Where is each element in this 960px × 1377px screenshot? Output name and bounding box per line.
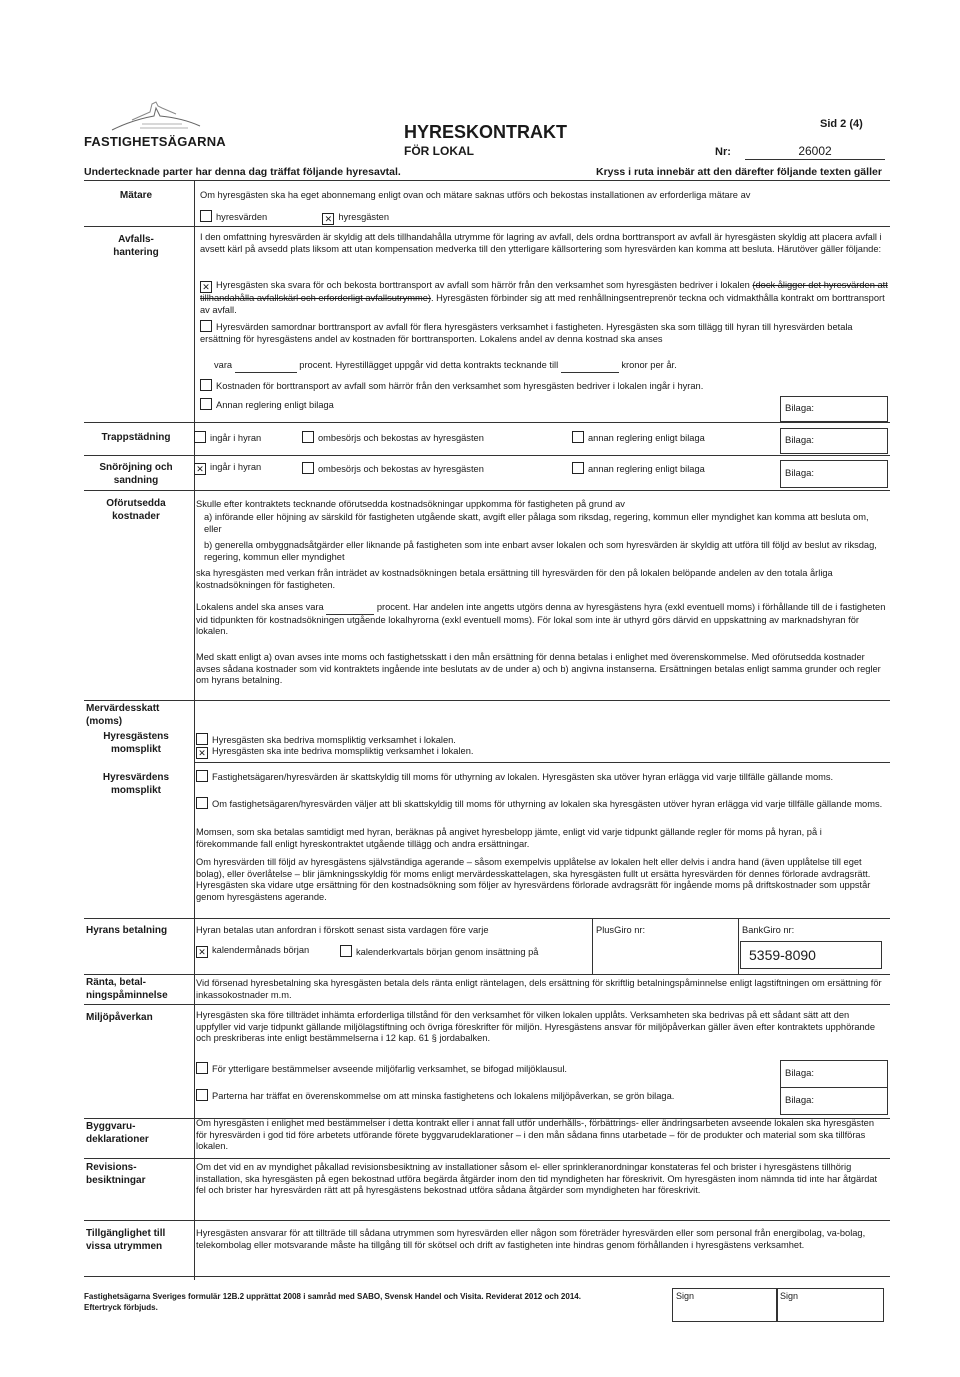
logo bbox=[92, 98, 242, 134]
moms-p1: Momsen, som ska betalas samtidigt med hyran, beräknas på angivet hyresbelopp jämte, enligt vid varje tidpunkt gällande regler för moms på hyran, på i förekommande fall enligt hyreskontraktet utgående tillägg och andra ersättningar. bbox=[196, 827, 822, 849]
oforutsedda-intro: Skulle efter kontraktets tecknande oförutsedda kostnadsökningar uppkomma för fastigheten på grund av bbox=[196, 499, 625, 509]
bankgiro-value: 5359-8090 bbox=[749, 947, 816, 963]
oforutsedda-p2: ska hyresgästen med verkan från inträdet av kostnadsökningen betala ersättning till hyresvärden för den på lokalen belöpande andelen av den totala årliga kostnadsökningen för fastigheten. bbox=[196, 568, 833, 590]
footer-text: Fastighetsägarna Sveriges formulär 12B.2 upprättat 2008 i samråd med SABO, Svensk Handel och Visita. Reviderat 2012 och 2014. bbox=[84, 1292, 581, 1301]
trapp-ombesorjs-checkbox[interactable] bbox=[302, 431, 314, 443]
nr-value bbox=[745, 144, 885, 160]
label-tillganglighet: Tillgänglighet till vissa utrymmen bbox=[86, 1228, 166, 1252]
label-hyresgastens-momsplikt: Hyresgästens momsplikt bbox=[103, 731, 169, 755]
sign-label-2: Sign bbox=[780, 1291, 799, 1301]
avfall-amount-field[interactable] bbox=[561, 360, 619, 373]
avfall-option-4-checkbox[interactable] bbox=[200, 398, 212, 410]
avfall-option-2: Hyresvärden samordnar borttransport av avfall för flera hyresgästers verksamhet i fastigheten. Hyresgästen ska som tillägg till hyran till hyresvärden betala ersättning för hyresgästens andel av kostnaden för borttransporten. Lokalens andel av denna kostnad ska anses bbox=[200, 322, 853, 344]
hyrans-manad-checkbox[interactable] bbox=[196, 946, 208, 958]
moms-vard-option-1: Fastighetsägaren/hyresvärden är skattskyldig till moms för uthyrning av lokalen. Hyresgästen ska utöver hyran erlägga vid varje tillfälle gällande moms. bbox=[196, 770, 886, 784]
miljo-bilaga-field[interactable]: Bilaga: bbox=[780, 1060, 888, 1088]
byggvaru-text: Om hyresgästen i enlighet med bestämmelser i detta kontrakt eller i annat fall utför underhålls-, förbättrings- eller ändringsarbeten avseende lokalen ska hyresgästen för hyresvärden i god tid före arbetets utförande förete byggvarudeklarationer – i den mån sådana finns utarbetade – för de produkter och material som ska tillföras lokalen. bbox=[196, 1118, 875, 1152]
trapp-ombesorjs-label: ombesörjs och bekostas av hyresgästen bbox=[318, 433, 484, 443]
sno-ombesorjs-label: ombesörjs och bekostas av hyresgästen bbox=[318, 464, 484, 474]
matare-hyresgasten-checkbox[interactable] bbox=[322, 213, 334, 225]
avfall-bilaga-field[interactable]: Bilaga: bbox=[780, 396, 888, 422]
oforutsedda-percent-field[interactable] bbox=[326, 602, 374, 615]
page-title: HYRESKONTRAKT bbox=[404, 122, 568, 142]
label-byggvaru: Byggvaru- deklarationer bbox=[86, 1121, 149, 1145]
hyrans-kvartal-checkbox[interactable] bbox=[340, 945, 352, 957]
avfall-option-2-checkbox[interactable] bbox=[200, 320, 212, 332]
matare-hyresgasten-label: hyresgästen bbox=[338, 212, 390, 222]
sno-ombesorjs-checkbox[interactable] bbox=[302, 462, 314, 474]
label-avfall: Avfalls- hantering bbox=[113, 234, 159, 258]
oforutsedda-p4: Med skatt enligt a) ovan avses inte moms och fastighetsskatt i den mån ersättning för denna betalas i enlighet med överenskommelse. Med oförutsedda kostnader avses sådana kostnader som vid kontraktets ingående inte beslutats av de under a) och b) angivna instanserna. Ersättningen betalas enligt samma grunder och regler om hyrans betalning. bbox=[196, 652, 881, 686]
label-sno: Snöröjning och sandning bbox=[99, 462, 173, 486]
moms-gast-ja-checkbox[interactable] bbox=[196, 733, 208, 745]
moms-p2: Om hyresvärden till följd av hyresgästens självständiga agerande – såsom exempelvis upplåtelse av lokalen helt eller delvis i andra hand (även upplåtelse till eget bolag), eller överlåtelse – blir jämkningsskyldig för moms enligt mervärdesskattelagen, ska hyresgästen fullt ut ersätta hyresvärden för dennes förlorade avdragsrätt. Hyresgästen ska vidare utge ersättning för den kostnadsökning som följer av hyresvärdens förlorade avdragsrätt för ingående moms på driftskostnader som uppstår genom hyresgästens agerande. bbox=[196, 857, 871, 902]
moms-vard-option-2: Om fastighetsägaren/hyresvärden väljer att bli skattskyldig till moms för uthyrning av lokalen ska hyresgästen utöver hyran erlägga vid varje tillfälle gällande moms. bbox=[196, 797, 886, 811]
avfall-option-2-values: vara procent. Hyrestillägget uppgår vid detta kontrakts tecknande till kronor per år. bbox=[214, 360, 884, 373]
avfall-option-4: Annan reglering enligt bilaga bbox=[200, 398, 600, 412]
trapp-ingar-label: ingår i hyran bbox=[210, 433, 262, 443]
nr-label: Nr: bbox=[715, 146, 731, 158]
label-oforutsedda: Oförutsedda kostnader bbox=[106, 498, 166, 522]
miljo-text: Hyresgästen ska före tillträdet inhämta erforderliga tillstånd för den verksamhet för vilken lokalen upplåts. Verksamheten ska bedrivas på ett sådant sätt att den uppfyller vid varje tidpunkt gällande miljölagstiftning och övriga föreskrifter för miljön. Hyresgästens ansvar för miljöpåverkan gäller även efter kontraktets upphörande och preskriberas inte enligt bestämmelserna i 12 kap. 61 § jordabalken. bbox=[196, 1010, 876, 1044]
label-ranta: Ränta, betal- ningspåminnelse bbox=[86, 977, 168, 1001]
page-subtitle: FÖR LOKAL bbox=[404, 144, 474, 158]
avfall-percent-field[interactable] bbox=[235, 360, 297, 373]
trapp-annan-checkbox[interactable] bbox=[572, 431, 584, 443]
sign-label-1: Sign bbox=[676, 1291, 695, 1301]
sno-annan-checkbox[interactable] bbox=[572, 462, 584, 474]
label-moms: Mervärdesskatt (moms) bbox=[86, 703, 160, 727]
sign-field-1[interactable] bbox=[672, 1288, 778, 1322]
miljo-klausul-checkbox[interactable] bbox=[196, 1062, 208, 1074]
trapp-bilaga-field[interactable]: Bilaga: bbox=[780, 428, 888, 454]
avfall-option-3: Kostnaden för borttransport av avfall som härrör från den verksamhet som hyresgästen bedriver i lokalen ingår i hyran. bbox=[200, 379, 888, 393]
moms-gast-nej-checkbox[interactable] bbox=[196, 747, 208, 759]
matare-hyresvarden-checkbox[interactable] bbox=[200, 210, 212, 222]
intro-right: Kryss i ruta innebär att den därefter följande texten gäller bbox=[596, 166, 882, 178]
label-hyrans-betalning: Hyrans betalning bbox=[86, 925, 168, 936]
revision-text: Om det vid en av myndighet påkallad revisionsbesiktning av installationer såsom el- eller sprinkleranordningar konstateras fel och brister i hyresgästens tillhörig installation, ska hyresgästen på egen bekostnad utföra begärda åtgärder inom den tid myndigheten har föreskrivit. Om hyresgästen inom nämnda tid inte har åtgärdat fel och brister har hyresvärden rätt att på hyresgästens bekostnad utföra sådana åtgärder som myndigheten har föreskrivit. bbox=[196, 1162, 878, 1196]
plusgiro-label: PlusGiro nr: bbox=[596, 925, 646, 935]
matare-text: Om hyresgästen ska ha eget abonnemang enligt ovan och mätare saknas utförs och bekostas installationen av erforderliga mätare av bbox=[200, 190, 751, 200]
bankgiro-label: BankGiro nr: bbox=[742, 925, 795, 935]
moms-vard-2-checkbox[interactable] bbox=[196, 797, 208, 809]
sno-ingar-checkbox[interactable] bbox=[194, 463, 206, 475]
sno-annan-label: annan reglering enligt bilaga bbox=[588, 464, 705, 474]
logo-icon bbox=[92, 98, 242, 134]
avfall-option-1-checkbox[interactable] bbox=[200, 281, 212, 293]
avfall-option-1: ✕Hyresgästen ska svara för och bekosta borttransport av avfall som härrör från den verksamhet som hyresgästen bedriver i lokalen (dock åligger det hyresvärden att tillhandahålla avfallskärl och erforderligt avfallsutrymme). Hyresgästen förbinder sig att med renhållningsentreprenör teckna och vidmakthålla kontrakt om borttransport av avfall. bbox=[200, 280, 888, 316]
matare-hyresvarden-label: hyresvärden bbox=[216, 212, 268, 222]
label-revision: Revisions- besiktningar bbox=[86, 1162, 146, 1186]
sign-field-2[interactable] bbox=[776, 1288, 884, 1322]
hyrans-text: Hyran betalas utan anfordran i förskott senast sista vardagen före varje bbox=[196, 925, 489, 935]
ranta-text: Vid försenad hyresbetalning ska hyresgästen betala dels ränta enligt räntelagen, dels ersättning för skriftlig betalningspåminnelse enligt lagstiftningen om ersättning för inkassokostnader m.m. bbox=[196, 978, 882, 1000]
bankgiro-field[interactable] bbox=[740, 941, 882, 969]
intro-left: Undertecknade parter har denna dag träffat följande hyresavtal. bbox=[84, 166, 401, 178]
oforutsedda-p3: Lokalens andel ska anses vara procent. Har andelen inte angetts utgörs denna av hyresgästens hyra (exkl eventuell moms) i förhållande till de i fastigheten vid tidpunkten för kostnadsökningen utgående lokalhyrorna (exkl eventuell moms). För lokal som inte är uthyrd görs därvid en uppskattning av marknadshyran för lokalen. bbox=[196, 602, 886, 637]
logo-text: FASTIGHETSÄGARNA bbox=[84, 134, 226, 149]
sno-ingar-label: ingår i hyran bbox=[210, 462, 262, 472]
miljo-gron-bilaga-field[interactable]: Bilaga: bbox=[780, 1087, 888, 1115]
sno-bilaga-field[interactable]: Bilaga: bbox=[780, 460, 888, 488]
label-matare: Mätare bbox=[119, 190, 153, 201]
miljo-gron-checkbox[interactable] bbox=[196, 1089, 208, 1101]
oforutsedda-b: b) generella ombyggnadsåtgärder eller liknande på fastigheten som inte enbart avser lokalen och som hyresvärden är skyldig att utföra till följd av beslut av riksdag, regering, kommun eller myndighet bbox=[204, 540, 877, 562]
label-miljo: Miljöpåverkan bbox=[86, 1012, 153, 1023]
nr-value-text: 26002 bbox=[798, 144, 832, 158]
avfall-intro: I den omfattning hyresvärden är skyldig att dels tillhandahålla utrymme för lagring av avfall, dels ordna borttransport av avfall är hyresgästen skyldig att placera avfall i avsett kärl på avsedd plats liksom att utan kompensation medverka till den ytterligare källsortering som hyresvärden kan komma att besluta. Härutöver gäller följande: bbox=[200, 232, 882, 254]
trapp-ingar-checkbox[interactable] bbox=[194, 431, 206, 443]
moms-vard-1-checkbox[interactable] bbox=[196, 770, 208, 782]
page-number: Sid 2 (4) bbox=[820, 118, 863, 130]
avfall-option-3-checkbox[interactable] bbox=[200, 379, 212, 391]
label-hyresvardens-momsplikt: Hyresvärdens momsplikt bbox=[102, 772, 170, 796]
label-trapp: Trappstädning bbox=[101, 432, 171, 443]
tillganglighet-text: Hyresgästen ansvarar för att tillträde till sådana utrymmen som hyresvärden eller någon som företräder hyresvärden eller som personal från energibolag, va-bolag, telekombolag eller motsvarande måste ha tillgång till för skötsel och drift av fastigheten inte hindras genom förhållanden i hyresgästens verksamhet. bbox=[196, 1228, 866, 1250]
trapp-annan-label: annan reglering enligt bilaga bbox=[588, 433, 705, 443]
oforutsedda-a: a) införande eller höjning av särskild för fastigheten utgående skatt, avgift eller pålaga som riksdag, regering, kommun eller myndighet kan komma att besluta om, eller bbox=[204, 512, 869, 534]
footer-copyright: Eftertryck förbjuds. bbox=[84, 1303, 158, 1312]
